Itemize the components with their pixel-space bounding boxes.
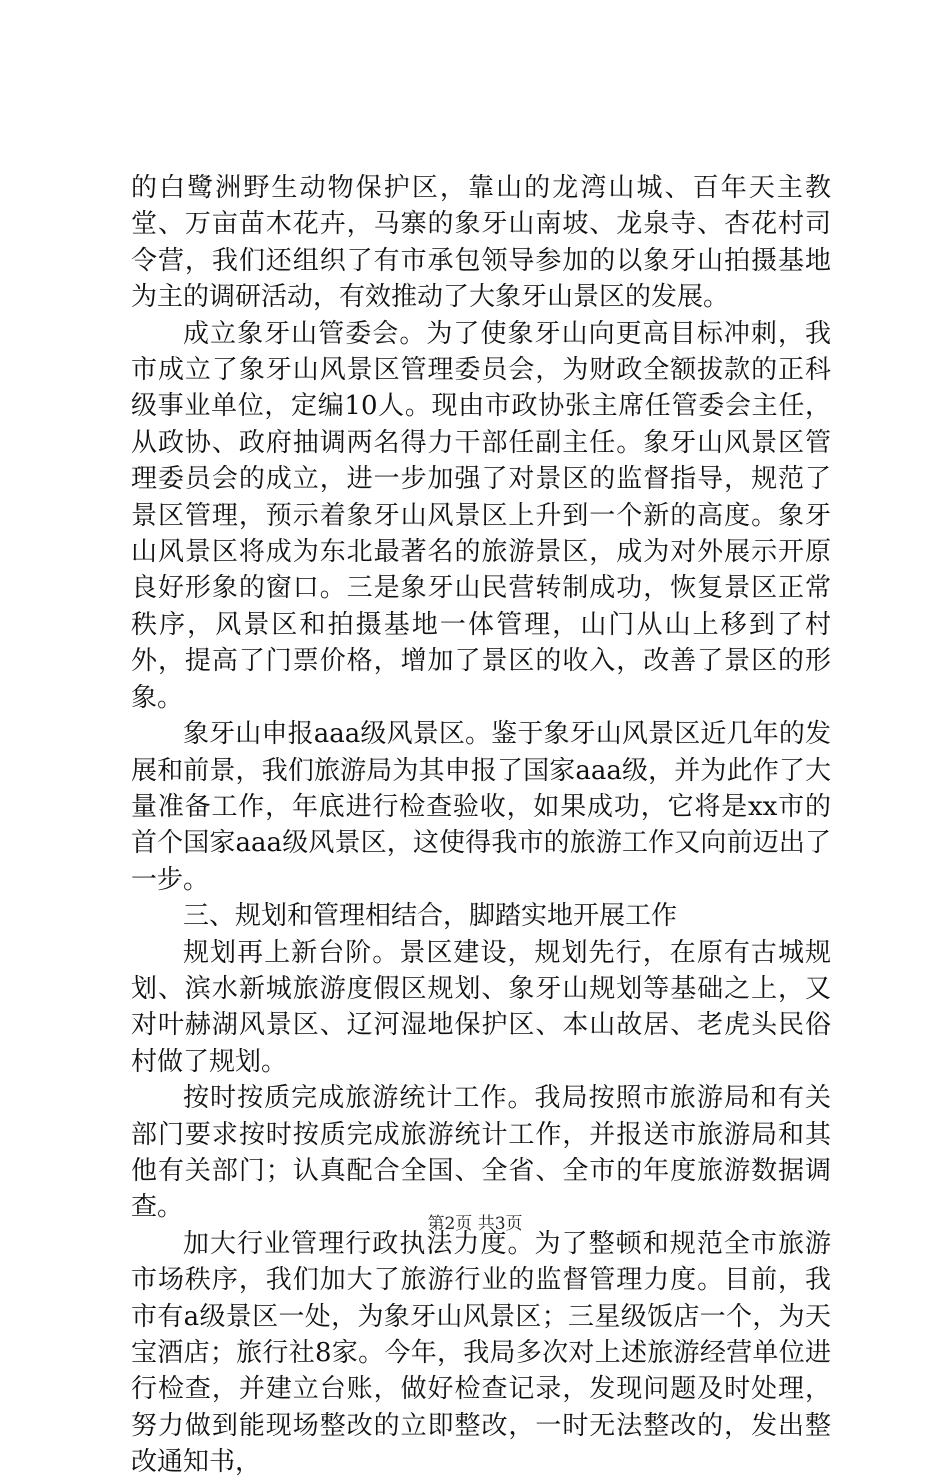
page-number-footer: 第2页 共3页 bbox=[427, 1214, 523, 1234]
paragraph-3: 象牙山申报aaa级风景区。鉴于象牙山风景区近几年的发展和前景，我们旅游局为其申报了国家aaa级，并为此作了大量准备工作，年底进行检查验收，如果成功，它将是xx市的首个国家aaa级风景区，这使得我市的旅游工作又向前迈出了一步。 bbox=[131, 719, 831, 895]
paragraph-7: 加大行业管理行政执法力度。为了整顿和规范全市旅游市场秩序，我们加大了旅游行业的监督管理力度。目前，我市有a级景区一处，为象牙山风景区；三星级饭店一个，为天宝酒店；旅行社8家。今年，我局多次对上述旅游经营单位进行检查，并建立台账，做好检查记录，发现问题及时处理，努力做到能现场整改的立即整改，一时无法整改的，发出整改通知书， bbox=[131, 1228, 831, 1478]
document-body bbox=[131, 170, 831, 1481]
paragraph-2: 成立象牙山管委会。为了使象牙山向更高目标冲刺，我市成立了象牙山风景区管理委员会，为财政全额拔款的正科级事业单位，定编10人。现由市政协张主席任管委会主任，从政协、政府抽调两名得力干部任副主任。象牙山风景区管理委员会的成立，进一步加强了对景区的监督指导，规范了景区管理，预示着象牙山风景区上升到一个新的高度。象牙山风景区将成为东北最著名的旅游景区，成为对外展示开原良好形象的窗口。三是象牙山民营转制成功，恢复景区正常秩序，风景区和拍摄基地一体管理，山门从山上移到了村外，提高了门票价格，增加了景区的收入，改善了景区的形象。 bbox=[131, 318, 831, 713]
paragraph-6: 按时按质完成旅游统计工作。我局按照市旅游局和有关部门要求按时按质完成旅游统计工作，并报送市旅游局和其他有关部门；认真配合全国、全省、全市的年度旅游数据调查。 bbox=[131, 1083, 831, 1223]
paragraph-1: 的白鹭洲野生动物保护区，靠山的龙湾山城、百年天主教堂、万亩苗木花卉，马寨的象牙山南坡、龙泉寺、杏花村司令营，我们还组织了有市承包领导参加的以象牙山拍摄基地为主的调研活动，有效推动了大象牙山景区的发展。 bbox=[131, 173, 831, 313]
section-heading: 三、规划和管理相结合，脚踏实地开展工作 bbox=[183, 901, 678, 932]
paragraph-5: 规划再上新台阶。景区建设，规划先行，在原有古城规划、滨水新城旅游度假区规划、象牙山规划等基础之上，又对叶赫湖风景区、辽河湿地保护区、本山故居、老虎头民俗村做了规划。 bbox=[131, 937, 831, 1077]
